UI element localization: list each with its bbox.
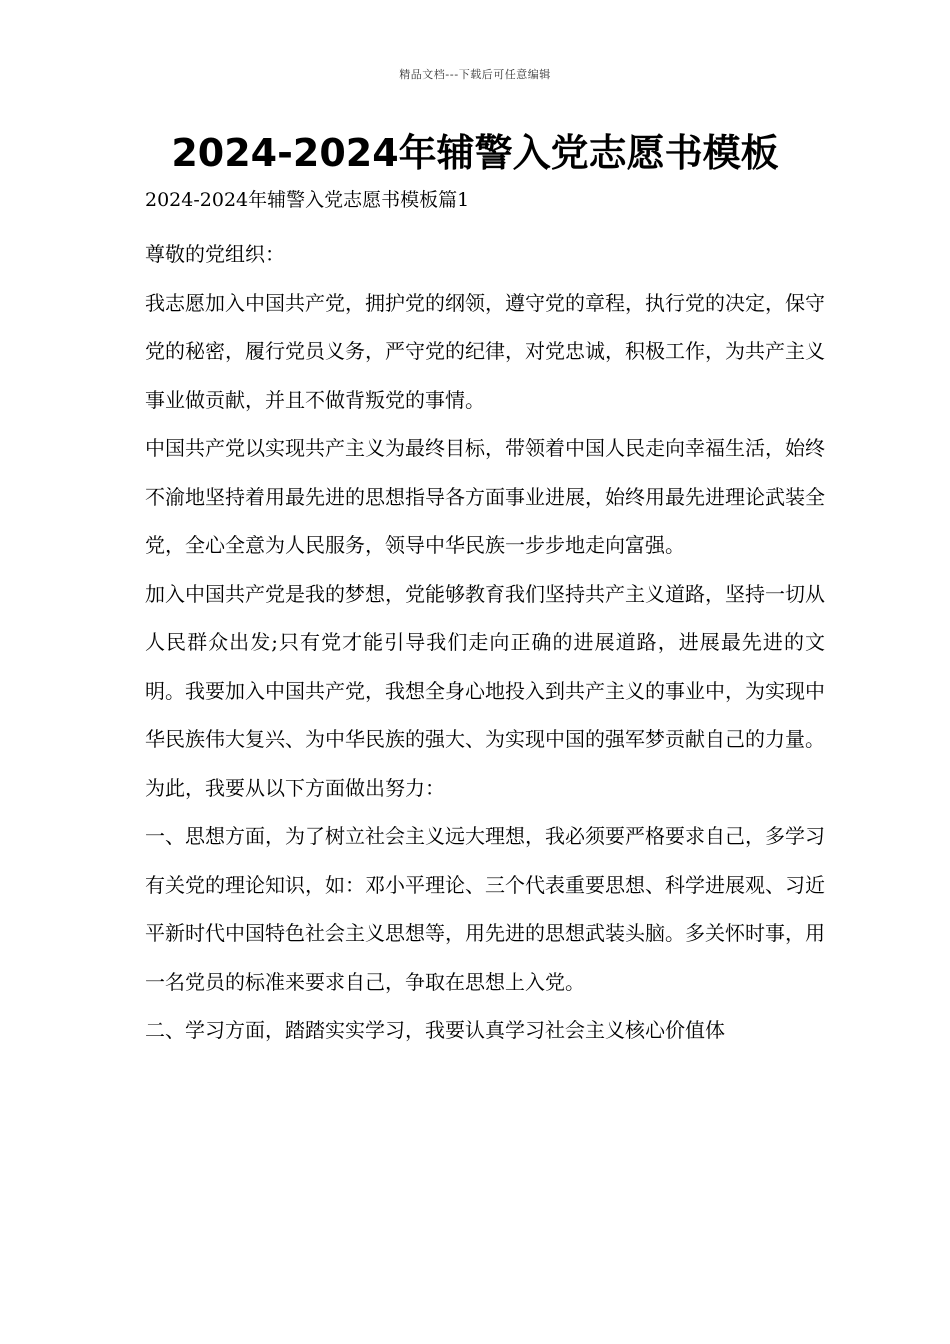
paragraph-party-goal: 中国共产党以实现共产主义为最终目标，带领着中国人民走向幸福生活，始终不渝地坚持着用最先进的思想指导各方面事业进展，始终用最先进理论武装全党，全心全意为人民服务，领导中华民族一步步地走向富强。 [145, 436, 825, 557]
paragraph-study: 二、学习方面，踏踏实实学习，我要认真学习社会主义核心价值体 [145, 1018, 725, 1042]
document-subtitle: 2024-2024年辅警入党志愿书模板篇1 [145, 189, 470, 211]
paragraph-dream: 加入中国共产党是我的梦想，党能够教育我们坚持共产主义道路，坚持一切从人民群众出发;只有党才能引导我们走向正确的进展道路，进展最先进的文明。我要加入中国共产党，我想全身心地投入到共产主义的事业中，为实现中华民族伟大复兴、为中华民族的强大、为实现中国的强军梦贡献自己的力量。为此，我要从以下方面做出努力： [145, 581, 825, 800]
document-body [145, 230, 825, 1055]
page-header: 精品文档---下载后可任意编辑 [399, 68, 551, 81]
paragraph-thought: 一、思想方面，为了树立社会主义远大理想，我必须要严格要求自己，多学习有关党的理论知识，如：邓小平理论、三个代表重要思想、科学进展观、习近平新时代中国特色社会主义思想等，用先进的思想武装头脑。多关怀时事，用一名党员的标准来要求自己，争取在思想上入党。 [145, 824, 825, 994]
document-title: 2024-2024年辅警入党志愿书模板 [171, 131, 779, 175]
paragraph-salutation: 尊敬的党组织： [145, 242, 285, 266]
paragraph-pledge: 我志愿加入中国共产党，拥护党的纲领，遵守党的章程，执行党的决定，保守党的秘密，履行党员义务，严守党的纪律，对党忠诚，积极工作，为共产主义事业做贡献，并且不做背叛党的事情。 [145, 290, 825, 412]
